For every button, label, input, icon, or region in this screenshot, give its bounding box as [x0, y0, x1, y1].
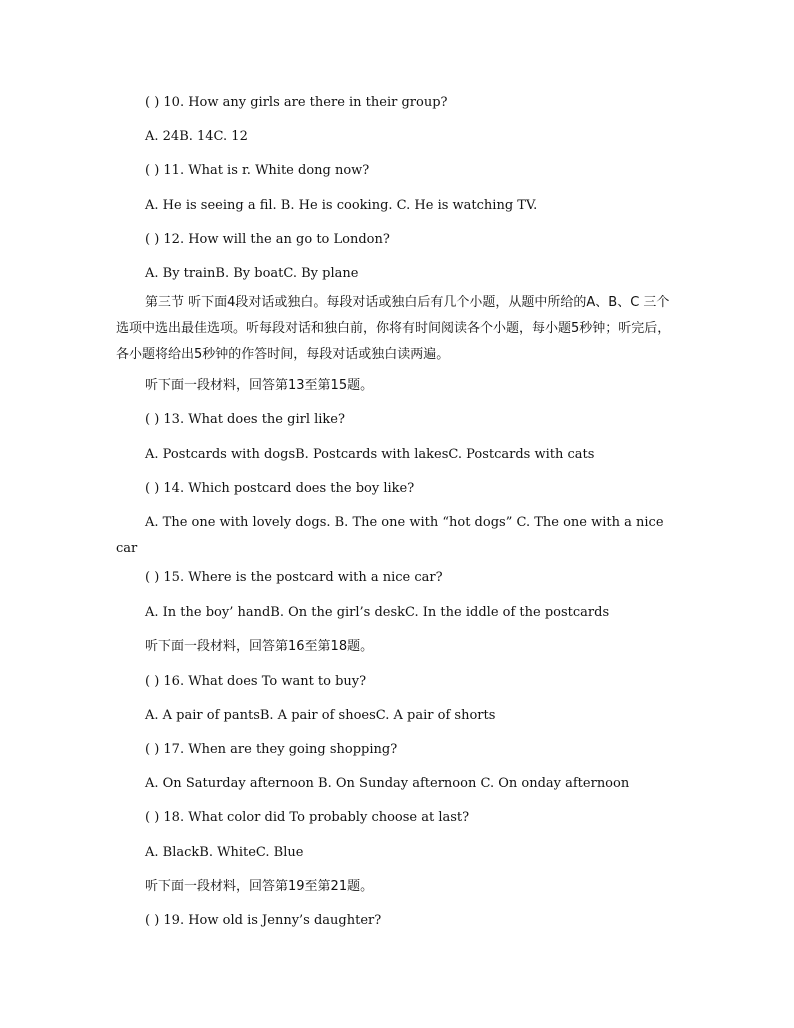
- options-13: A. Postcards with dogsB. Postcards with lakesC. Postcards with cats: [145, 447, 595, 462]
- options-14: A. The one with lovely dogs. B. The one with “hot dogs” C. The one with a nice car: [116, 515, 664, 556]
- question-13: ( ) 13. What does the girl like?: [145, 412, 345, 427]
- options-18: A. BlackB. WhiteC. Blue: [145, 845, 304, 860]
- options-11: A. He is seeing a fil. B. He is cooking. C. He is watching TV.: [145, 198, 538, 213]
- question-18: ( ) 18. What color did To probably choose at last?: [145, 810, 470, 825]
- material-heading-13-15: 听下面一段材料，回答第13至第15题。: [145, 378, 374, 393]
- question-10: ( ) 10. How any girls are there in their group?: [145, 95, 448, 110]
- options-12: A. By trainB. By boatC. By plane: [145, 266, 359, 281]
- question-16: ( ) 16. What does To want to buy?: [145, 674, 367, 689]
- options-16: A. A pair of pantsB. A pair of shoesC. A pair of shorts: [145, 708, 496, 723]
- section-instructions: 第三节 听下面4段对话或独白。每段对话或独白后有几个小题，从题中所给的A、B、C 三个选项中选出最佳选项。听每段对话和独白前，你将有时间阅读各个小题，每小题5秒钟；听完后，各小题将给出5秒钟的作答时间，每段对话或独白读两遍。: [116, 295, 671, 362]
- material-heading-19-21: 听下面一段材料，回答第19至第21题。: [145, 879, 374, 894]
- question-12: ( ) 12. How will the an go to London?: [145, 232, 390, 247]
- question-11: ( ) 11. What is r. White dong now?: [145, 163, 370, 178]
- question-17: ( ) 17. When are they going shopping?: [145, 742, 398, 757]
- options-15: A. In the boy’ handB. On the girl’s deskC. In the iddle of the postcards: [145, 605, 610, 620]
- options-17: A. On Saturday afternoon B. On Sunday afternoon C. On onday afternoon: [145, 776, 630, 791]
- options-10: A. 24B. 14C. 12: [145, 129, 248, 144]
- question-15: ( ) 15. Where is the postcard with a nice car?: [145, 570, 443, 585]
- question-14: ( ) 14. Which postcard does the boy like?: [145, 481, 415, 496]
- question-19: ( ) 19. How old is Jenny’s daughter?: [145, 913, 382, 928]
- material-heading-16-18: 听下面一段材料，回答第16至第18题。: [145, 639, 374, 654]
